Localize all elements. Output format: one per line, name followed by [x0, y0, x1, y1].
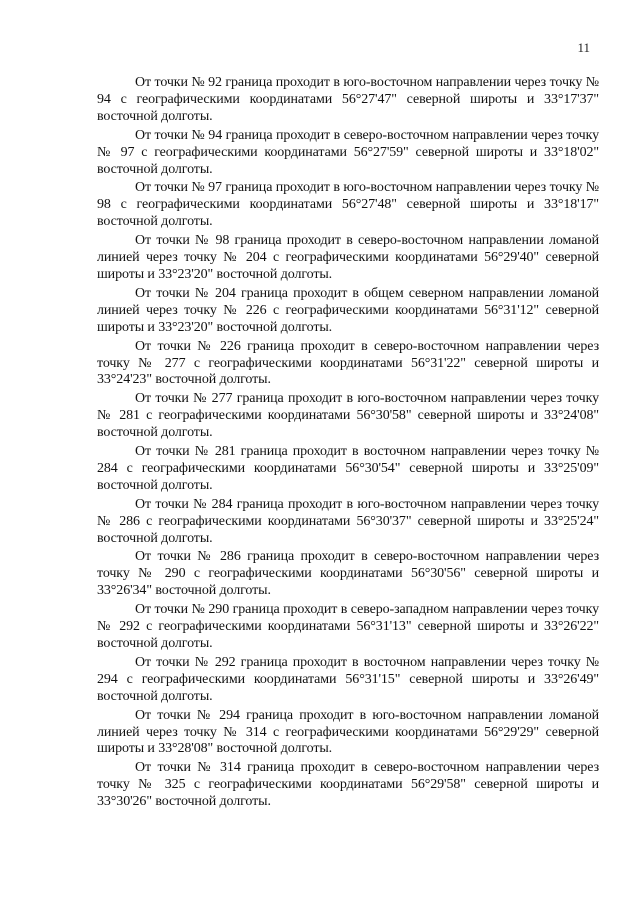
paragraph: От точки № 204 граница проходит в общем северном направлении ломаной линией через точку № 226 с географическими координатами 56°31'12" северной широты и 33°23'20" восточной долготы.: [97, 285, 599, 335]
boundary-description: [97, 75, 599, 813]
paragraph: От точки № 92 граница проходит в юго-восточном направлении через точку № 94 с географическими координатами 56°27'47" северной широты и 33°17'37" восточной долготы.: [97, 75, 599, 124]
paragraph: От точки № 98 граница проходит в северо-восточном направлении ломаной линией через точку № 204 с географическими координатами 56°29'40" северной широты и 33°23'20" восточной долготы.: [97, 233, 599, 282]
paragraph: От точки № 284 граница проходит в юго-восточном направлении через точку № 286 с географическими координатами 56°30'37" северной широты и 33°25'24" восточной долготы.: [97, 496, 599, 546]
page-number: 11: [577, 40, 590, 55]
paragraph: От точки № 226 граница проходит в северо-восточном направлении через точку № 277 с географическими координатами 56°31'22" северной широты и 33°24'23" восточной долготы.: [97, 338, 599, 388]
paragraph: От точки № 294 граница проходит в юго-восточном направлении ломаной линией через точку № 314 с географическими координатами 56°29'29" северной широты и 33°28'08" восточной долготы.: [97, 707, 599, 757]
paragraph: От точки № 281 граница проходит в восточном направлении через точку № 284 с географическими координатами 56°30'54" северной широты и 33°25'09" восточной долготы.: [97, 444, 599, 493]
paragraph: От точки № 292 граница проходит в восточном направлении через точку № 294 с географическими координатами 56°31'15" северной широты и 33°26'49" восточной долготы.: [97, 654, 599, 704]
paragraph: От точки № 94 граница проходит в северо-восточном направлении через точку № 97 с географическими координатами 56°27'59" северной широты и 33°18'02" восточной долготы.: [97, 127, 599, 177]
paragraph: От точки № 97 граница проходит в юго-восточном направлении через точку № 98 с географическими координатами 56°27'48" северной широты и 33°18'17" восточной долготы.: [97, 180, 599, 230]
paragraph: От точки № 277 граница проходит в юго-восточном направлении через точку № 281 с географическими координатами 56°30'58" северной широты и 33°24'08" восточной долготы.: [97, 391, 599, 441]
paragraph: От точки № 286 граница проходит в северо-восточном направлении через точку № 290 с географическими координатами 56°30'56" северной широты и 33°26'34" восточной долготы.: [97, 549, 599, 599]
paragraph: От точки № 314 граница проходит в северо-восточном направлении через точку № 325 с географическими координатами 56°29'58" северной широты и 33°30'26" восточной долготы.: [97, 760, 599, 810]
paragraph: От точки № 290 граница проходит в северо-западном направлении через точку № 292 с географическими координатами 56°31'13" северной широты и 33°26'22" восточной долготы.: [97, 602, 599, 651]
